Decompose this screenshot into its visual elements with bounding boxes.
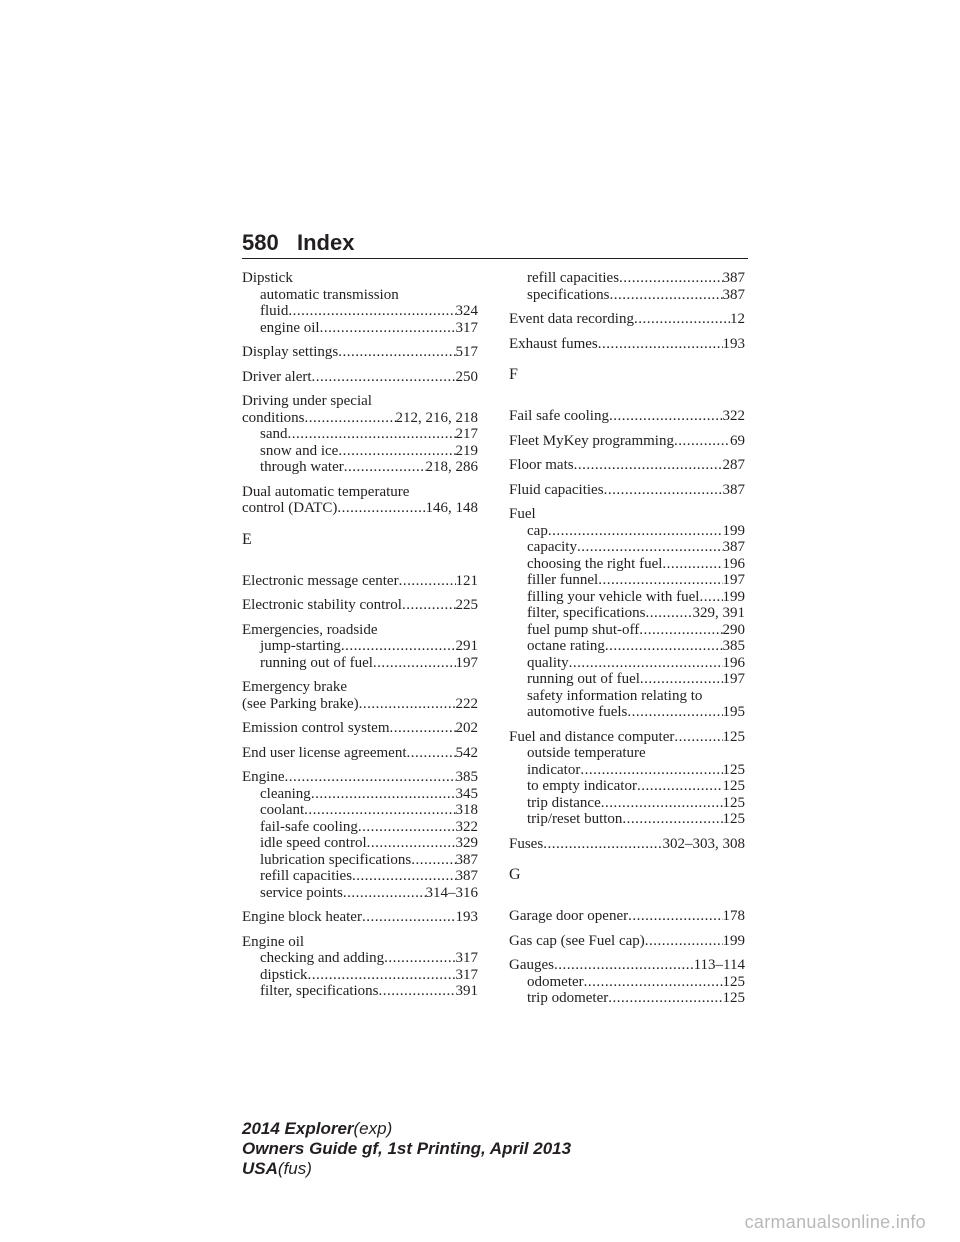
page-reference: 324 — [455, 303, 478, 319]
index-term — [242, 909, 478, 926]
index-entry — [509, 433, 745, 450]
page-reference: 125 — [722, 761, 745, 778]
entry-text: checking and adding — [260, 950, 385, 966]
index-subentry — [242, 320, 478, 337]
dot-leader — [598, 336, 723, 353]
dot-leader — [312, 369, 456, 386]
entry-text: snow and ice — [260, 442, 339, 459]
index-entry — [242, 622, 478, 672]
entry-text: octane rating — [527, 638, 605, 654]
index-entry — [242, 393, 478, 476]
index-subentry — [242, 287, 478, 304]
index-subentry — [509, 811, 745, 828]
section-letter: E — [242, 530, 252, 548]
dot-leader — [373, 655, 456, 672]
index-entry — [509, 836, 745, 853]
dot-leader — [604, 482, 723, 499]
index-subentry — [242, 983, 478, 1000]
page-reference: 12 — [730, 311, 745, 327]
index-term — [509, 957, 745, 974]
index-entry — [242, 270, 478, 336]
dot-leader — [343, 885, 426, 902]
index-term — [242, 344, 478, 361]
index-subentry — [242, 303, 478, 320]
index-term — [242, 410, 478, 427]
entry-text: dipstick — [260, 966, 308, 983]
footer-line-2: Owners Guide gf, 1st Printing, April 2013 — [242, 1139, 572, 1158]
index-subentry — [509, 539, 745, 556]
index-term — [242, 696, 478, 713]
page-reference: 125 — [722, 973, 745, 990]
dot-leader — [411, 852, 455, 869]
entry-text: Display settings — [242, 344, 339, 360]
index-term — [509, 433, 745, 450]
page-reference: 302–303, 308 — [662, 835, 745, 852]
index-subentry — [242, 802, 478, 819]
page-reference: 250 — [455, 368, 478, 385]
header-rule — [242, 258, 748, 259]
dot-leader — [399, 573, 456, 590]
page-reference: 517 — [455, 344, 478, 360]
page-reference: 317 — [455, 319, 478, 336]
page-reference: 178 — [722, 908, 745, 924]
index-subentry — [242, 443, 478, 460]
index-subentry — [509, 556, 745, 573]
index-subentry — [509, 655, 745, 672]
entry-text: automatic transmission — [260, 286, 399, 303]
entry-text: filter, specifications — [260, 983, 379, 999]
dot-leader — [543, 836, 662, 853]
dot-leader — [341, 638, 456, 655]
index-entry — [242, 597, 478, 614]
entry-text: Fleet MyKey programming — [509, 432, 674, 449]
entry-text: filling your vehicle with fuel — [527, 588, 700, 605]
page-reference: 125 — [722, 811, 745, 827]
dot-leader — [601, 795, 723, 812]
index-subentry — [242, 950, 478, 967]
index-term — [242, 622, 478, 639]
entry-text: Emergency brake — [242, 679, 348, 695]
page-reference: 387 — [455, 851, 478, 868]
entry-text: refill capacities — [527, 270, 620, 286]
entry-text: engine oil — [260, 319, 320, 336]
entry-text: Garage door opener — [509, 908, 629, 924]
dot-leader — [628, 908, 722, 925]
dot-leader — [402, 597, 456, 614]
page-reference: 193 — [722, 335, 745, 352]
index-subentry — [242, 426, 478, 443]
entry-text: Emission control system — [242, 720, 390, 736]
footer-line-1: 2014 Explorer(exp) — [242, 1119, 393, 1138]
index-column-right — [509, 270, 745, 1015]
page-reference: 287 — [722, 457, 745, 473]
dot-leader — [598, 572, 722, 589]
entry-text: filter, specifications — [527, 605, 646, 621]
index-entry — [242, 573, 478, 590]
dot-leader — [337, 500, 425, 517]
entry-text: coolant — [260, 802, 305, 818]
dot-leader — [362, 909, 456, 926]
entry-text: Fluid capacities — [509, 481, 604, 498]
dot-leader — [569, 655, 723, 672]
index-term — [509, 933, 745, 950]
page-reference: 291 — [455, 638, 478, 654]
index-term — [242, 393, 478, 410]
dot-leader — [662, 556, 722, 573]
dot-leader — [320, 320, 456, 337]
index-entry — [509, 408, 745, 425]
page-number: 580 — [242, 230, 279, 255]
dot-leader — [609, 408, 723, 425]
index-entry — [242, 909, 478, 926]
page-reference: 317 — [455, 950, 478, 966]
entry-text: Event data recording — [509, 311, 634, 327]
dot-leader — [639, 622, 722, 639]
index-term — [242, 720, 478, 737]
index-subentry — [509, 778, 745, 795]
entry-text: automotive fuels — [527, 704, 628, 720]
page-reference: 69 — [730, 432, 745, 449]
entry-text: Gauges — [509, 957, 554, 973]
page-reference: 317 — [455, 966, 478, 983]
entry-text: Electronic message center — [242, 572, 399, 589]
index-subentry — [509, 638, 745, 655]
index-entry — [509, 270, 745, 303]
page-reference: 121 — [455, 572, 478, 589]
page-title: Index — [297, 230, 355, 255]
index-subentry — [509, 688, 745, 705]
dot-leader — [605, 638, 723, 655]
page-reference: 225 — [455, 597, 478, 613]
entry-text: Fail safe cooling — [509, 408, 609, 424]
page-reference: 385 — [455, 769, 478, 785]
section-letter: G — [509, 866, 521, 883]
index-subentry — [509, 704, 745, 721]
index-entry — [242, 934, 478, 1000]
dot-leader — [580, 762, 722, 779]
index-subentry — [242, 967, 478, 984]
dot-leader — [584, 974, 723, 991]
index-entry — [509, 336, 745, 353]
entry-text: Dipstick — [242, 270, 293, 286]
entry-text: Dual automatic temperature — [242, 483, 410, 500]
dot-leader — [407, 745, 456, 762]
page-reference: 217 — [455, 426, 478, 442]
index-subentry — [509, 270, 745, 287]
index-term — [509, 311, 745, 328]
entry-text: filler funnel — [527, 572, 599, 588]
index-term — [242, 369, 478, 386]
entry-text: trip/reset button — [527, 811, 623, 827]
page-reference: 314–316 — [425, 884, 478, 901]
entry-text: safety information relating to — [527, 687, 703, 704]
index-term — [242, 484, 478, 501]
index-term — [509, 836, 745, 853]
dot-leader — [619, 270, 722, 287]
page-reference: 387 — [722, 539, 745, 555]
page-reference: 387 — [722, 481, 745, 498]
dot-leader — [646, 605, 693, 622]
dot-leader — [288, 426, 456, 443]
index-entry — [242, 344, 478, 361]
page-reference: 125 — [722, 990, 745, 1006]
index-subentry — [242, 868, 478, 885]
entry-text: fuel pump shut-off — [527, 621, 640, 638]
entry-text: jump-starting — [260, 638, 341, 654]
dot-leader — [622, 811, 722, 828]
entry-text: Engine oil — [242, 933, 305, 950]
page-reference: 202 — [455, 720, 478, 736]
entry-text: cleaning — [260, 785, 311, 802]
entry-text: running out of fuel — [260, 654, 373, 671]
dot-leader — [338, 443, 455, 460]
page-reference: 212, 216, 218 — [395, 409, 478, 426]
entry-text: fail-safe cooling — [260, 818, 358, 835]
page-reference: 125 — [722, 794, 745, 811]
dot-leader — [608, 990, 722, 1007]
index-term — [242, 573, 478, 590]
dot-leader — [379, 983, 456, 1000]
dot-leader — [574, 457, 723, 474]
index-entry — [509, 482, 745, 499]
entry-text: Engine block heater — [242, 909, 362, 925]
entry-text: Electronic stability control — [242, 597, 402, 613]
index-subentry — [242, 655, 478, 672]
index-subentry — [242, 638, 478, 655]
entry-text: (see Parking brake) — [242, 695, 359, 712]
index-subentry — [242, 835, 478, 852]
page-reference: 329, 391 — [692, 605, 745, 621]
page-reference: 197 — [722, 671, 745, 687]
dot-leader — [305, 410, 396, 427]
page-reference: 113–114 — [693, 957, 745, 973]
dot-leader — [577, 539, 723, 556]
page-reference: 197 — [455, 654, 478, 671]
index-term — [242, 270, 478, 287]
dot-leader — [640, 671, 723, 688]
index-subentry — [509, 990, 745, 1007]
entry-text: Driving under special — [242, 393, 372, 409]
entry-text: service points — [260, 884, 343, 901]
section-letter: F — [509, 366, 518, 383]
page-reference: 125 — [722, 778, 745, 794]
page-reference: 387 — [722, 270, 745, 286]
entry-text: idle speed control — [260, 835, 367, 851]
index-subentry — [509, 589, 745, 606]
index-subentry — [242, 885, 478, 902]
index-term — [509, 506, 745, 523]
entry-text: specifications — [527, 286, 610, 303]
page-reference: 329 — [455, 835, 478, 851]
index-subentry — [509, 671, 745, 688]
dot-leader — [338, 344, 455, 361]
page-reference: 322 — [722, 408, 745, 424]
entry-text: fluid — [260, 303, 289, 319]
index-entry — [509, 457, 745, 474]
entry-text: lubrication specifications — [260, 851, 412, 868]
index-term — [509, 729, 745, 746]
index-term — [242, 597, 478, 614]
page-reference: 199 — [722, 588, 745, 605]
page-reference: 219 — [455, 442, 478, 459]
entry-text: Fuses — [509, 835, 544, 852]
entry-text: control (DATC) — [242, 500, 338, 516]
dot-leader — [609, 287, 722, 304]
index-subentry — [509, 287, 745, 304]
dot-leader — [359, 696, 456, 713]
entry-text: capacity — [527, 539, 577, 555]
index-term — [242, 934, 478, 951]
entry-text: odometer — [527, 973, 584, 990]
index-subentry — [509, 622, 745, 639]
index-subentry — [509, 745, 745, 762]
entry-text: Fuel — [509, 506, 536, 522]
entry-text: trip distance — [527, 794, 601, 811]
index-subentry — [242, 459, 478, 476]
entry-text: Exhaust fumes — [509, 335, 598, 352]
index-entry — [242, 369, 478, 386]
entry-text: outside temperature — [527, 745, 646, 761]
entry-text: running out of fuel — [527, 671, 640, 687]
entry-text: to empty indicator — [527, 778, 637, 794]
index-term — [509, 908, 745, 925]
footer-line-3: USA(fus) — [242, 1159, 312, 1178]
dot-leader — [548, 523, 723, 540]
dot-leader — [352, 868, 455, 885]
index-column-left — [242, 270, 478, 1008]
entry-text: indicator — [527, 761, 581, 778]
page-reference: 218, 286 — [425, 459, 478, 475]
dot-leader — [674, 433, 730, 450]
index-subentry — [242, 819, 478, 836]
index-term — [509, 408, 745, 425]
index-subentry — [509, 974, 745, 991]
dot-leader — [285, 769, 456, 786]
page-reference: 199 — [722, 932, 745, 949]
index-entry — [242, 679, 478, 712]
page-reference: 196 — [722, 654, 745, 671]
page-reference: 391 — [455, 983, 478, 999]
index-subentry — [509, 523, 745, 540]
dot-leader — [367, 835, 456, 852]
entry-text: sand — [260, 426, 288, 442]
dot-leader — [358, 819, 456, 836]
index-subentry — [509, 762, 745, 779]
page-reference: 197 — [722, 572, 745, 588]
dot-leader — [304, 802, 455, 819]
dot-leader — [634, 311, 730, 328]
index-entry — [509, 933, 745, 950]
dot-leader — [674, 729, 722, 746]
dot-leader — [637, 778, 723, 795]
page-reference: 387 — [455, 868, 478, 884]
page-reference: 195 — [722, 704, 745, 720]
entry-text: Fuel and distance computer — [509, 728, 675, 745]
entry-text: End user license agreement — [242, 744, 407, 761]
page-reference: 542 — [455, 744, 478, 761]
index-subentry — [509, 605, 745, 622]
index-entry — [509, 957, 745, 1007]
entry-text: cap — [527, 522, 548, 539]
page-reference: 290 — [722, 621, 745, 638]
entry-text: Gas cap (see Fuel cap) — [509, 932, 645, 949]
entry-text: Driver alert — [242, 368, 312, 385]
dot-leader — [288, 303, 455, 320]
dot-leader — [390, 720, 456, 737]
entry-text: Emergencies, roadside — [242, 621, 378, 638]
page-reference: 222 — [455, 695, 478, 712]
index-term — [242, 769, 478, 786]
index-subentry — [242, 852, 478, 869]
dot-leader — [308, 967, 456, 984]
page-reference: 345 — [455, 785, 478, 802]
index-subentry — [509, 795, 745, 812]
dot-leader — [627, 704, 722, 721]
dot-leader — [645, 933, 723, 950]
entry-text: trip odometer — [527, 990, 609, 1006]
entry-text: refill capacities — [260, 868, 353, 884]
index-entry — [509, 908, 745, 925]
dot-leader — [699, 589, 722, 606]
page-reference: 199 — [722, 522, 745, 539]
entry-text: Floor mats — [509, 457, 574, 473]
index-entry — [242, 720, 478, 737]
dot-leader — [384, 950, 455, 967]
dot-leader — [344, 459, 426, 476]
index-term — [509, 457, 745, 474]
page-reference: 322 — [455, 818, 478, 835]
index-entry — [242, 769, 478, 901]
watermark-text: carmanualsonline.info — [744, 1212, 926, 1232]
entry-text: quality — [527, 654, 569, 671]
document-footer — [242, 1119, 571, 1179]
index-term — [509, 336, 745, 353]
page-reference: 146, 148 — [425, 500, 478, 516]
page-reference: 125 — [722, 728, 745, 745]
entry-text: Engine — [242, 769, 285, 785]
index-term — [509, 482, 745, 499]
index-subentry — [509, 572, 745, 589]
index-subentry — [242, 786, 478, 803]
index-term — [242, 745, 478, 762]
index-entry — [509, 729, 745, 828]
index-term — [242, 500, 478, 517]
page-reference: 385 — [722, 638, 745, 654]
index-entry — [509, 311, 745, 328]
index-entry — [509, 506, 745, 721]
index-entry — [242, 745, 478, 762]
dot-leader — [311, 786, 456, 803]
entry-text: conditions — [242, 409, 305, 426]
index-term — [242, 679, 478, 696]
page-reference: 196 — [722, 555, 745, 572]
page-reference: 193 — [455, 909, 478, 925]
entry-text: choosing the right fuel — [527, 555, 663, 572]
page-reference: 387 — [722, 286, 745, 303]
entry-text: through water — [260, 459, 344, 475]
page-reference: 318 — [455, 802, 478, 818]
index-entry — [242, 484, 478, 517]
dot-leader — [554, 957, 694, 974]
